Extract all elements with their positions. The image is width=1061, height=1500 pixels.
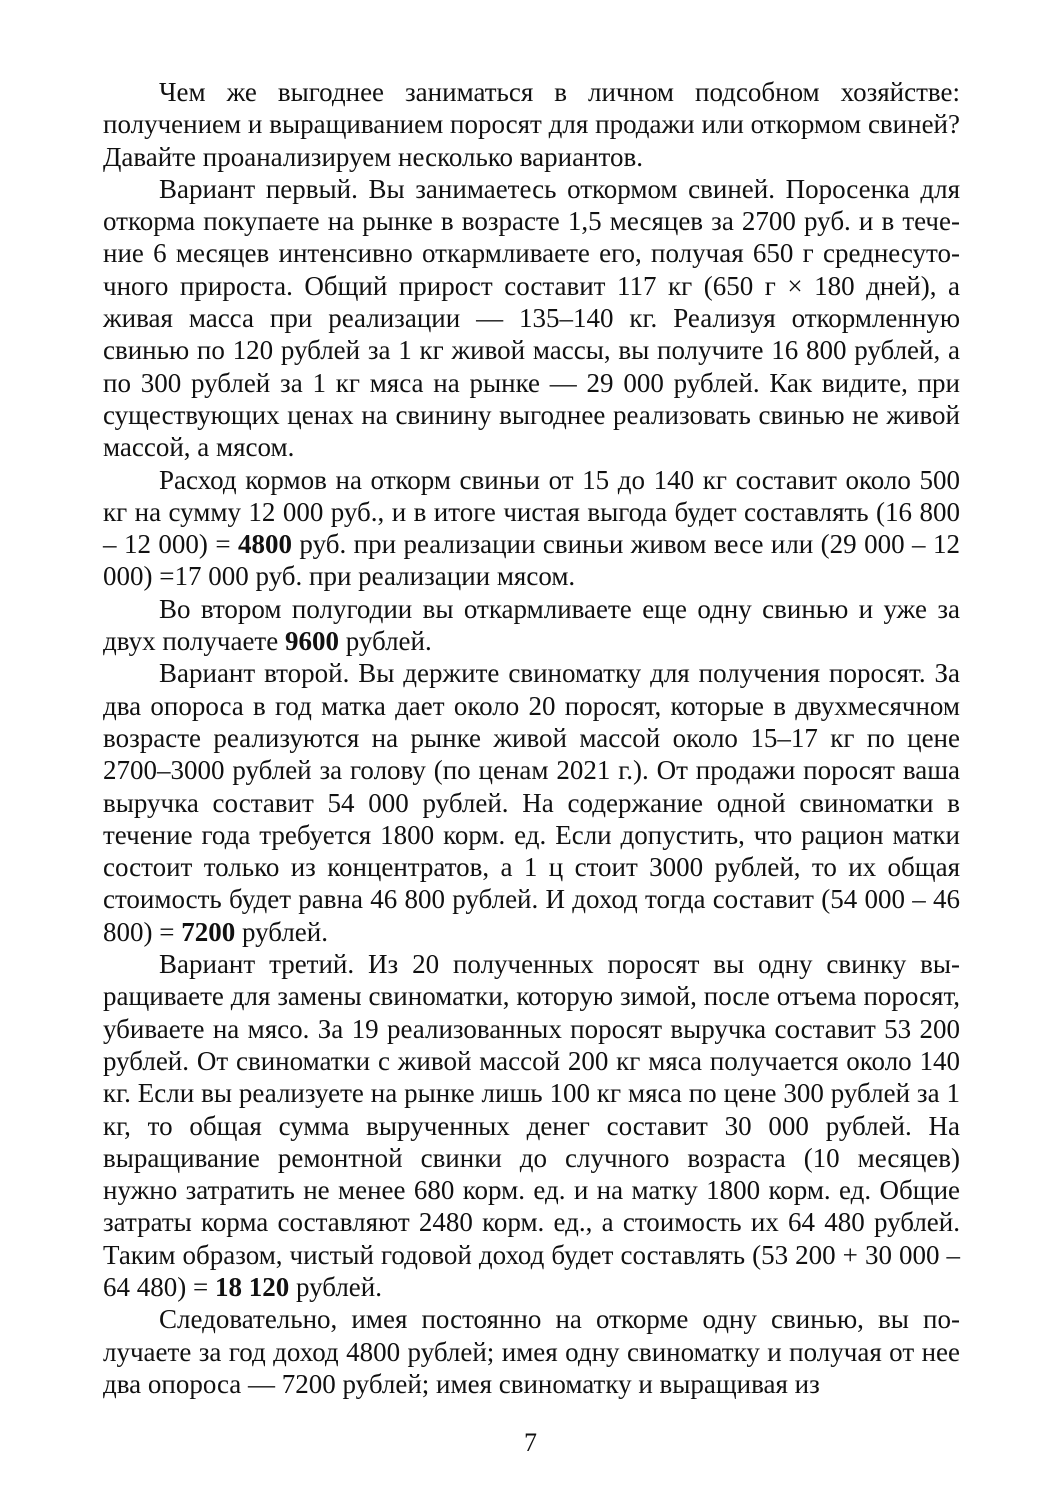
page-number: 7: [524, 1428, 537, 1457]
text-run: Чем же выгоднее заниматься в личном подсобном хозяйстве: получением и выращиванием поросят для продажи или откормом свиней? Давайте проанализируем несколько вариантов.: [103, 77, 960, 172]
text-run: Расход кормов на откорм свиньи от 15 до 140 кг составит около 500 кг на сумму 12 000 руб., и в итоге чистая выгода будет составлять (16 800 – 12 000) =: [103, 464, 960, 560]
paragraph: [103, 948, 960, 1303]
paragraph: [103, 593, 960, 658]
text-run: рублей.: [289, 1271, 382, 1302]
text-run: Следовательно, имея постоянно на откорме одну свинью, вы получаете за год доход 4800 рублей; имея одну свиноматку и получая от нее два опороса — 7200 рублей; имея свиноматку и выращивая из: [103, 1304, 960, 1399]
paragraph: [103, 657, 960, 948]
text-run: Вариант первый. Вы занимаетесь откормом свиней. Поросенка для откорма покупаете на рынке в возрасте 1,5 месяцев за 2700 руб. и в течение 6 месяцев интенсивно откармливаете его, получая 650 г среднесуточного прироста. Общий прирост составит 117 кг (650 г × 180 дней), а живая масса при реализации — 135–140 кг. Реализуя откормленную свинью по 120 рублей за 1 кг живой массы, вы получите 16 800 рублей, а по 300 рублей за 1 кг мяса на рынке — 29 000 рублей. Как видите, при существующих ценах на свинину выгоднее реализовать свинью не живой массой, а мясом.: [103, 173, 960, 463]
bold-figure: 18 120: [214, 1271, 290, 1302]
paragraph: [103, 464, 960, 593]
paragraph: [103, 173, 960, 464]
text-run: Вариант второй. Вы держите свиноматку для получения поросят. За два опороса в год матка дает около 20 поросят, которые в двухмесячном возрасте реализуются на рынке живой массой около 15–17 кг по цене 2700–3000 рублей за голову (по ценам 2021 г.). От продажи поросят ваша выручка составит 54 000 рублей. На содержание одной свиноматки в течение года требуется 1800 корм. ед. Если допустить, что рацион матки состоит только из концентратов, а 1 ц стоит 3000 рублей, то их общая стоимость будет равна 46 800 рублей. И доход тогда составит (54 000 – 46 800) =: [103, 658, 960, 947]
text-run: рублей.: [235, 916, 328, 947]
text-run: рублей.: [338, 626, 432, 657]
text-run: Вариант третий. Из 20 полученных поросят вы одну свинку выращиваете для замены свиноматки, которую зимой, после отъема поросят, убиваете на мясо. За 19 реализованных поросят выручка составит 53 200 рублей. От свиноматки с живой массой 200 кг мяса получается около 140 кг. Если вы реализуете на рынке лишь 100 кг мяса по цене 300 рублей за 1 кг, то общая сумма вырученных денег составит 30 000 рублей. На выращивание ремонтной свинки до случного возраста (10 месяцев) нужно затратить не менее 680 корм. ед. и на матку 1800 корм. ед. Общие затраты корма составляют 2480 корм. ед., а стоимость их 64 480 рублей. Таким образом, чистый годовой доход будет составлять (53 200 + 30 000 – 64 480) =: [103, 949, 960, 1302]
text-body: [103, 76, 960, 1400]
text-run: Во втором полугодии вы откармливаете еще одну свинью и уже за двух получаете: [103, 593, 960, 657]
bold-figure: 7200: [181, 916, 236, 947]
text-run: руб. при реализации свиньи живом весе или (29 000 – 12 000) =17 000 руб. при реализации мясом.: [103, 529, 961, 592]
paragraph: [103, 1303, 960, 1400]
bold-figure: 4800: [237, 529, 292, 560]
bold-figure: 9600: [284, 626, 339, 657]
paragraph: [103, 76, 960, 173]
